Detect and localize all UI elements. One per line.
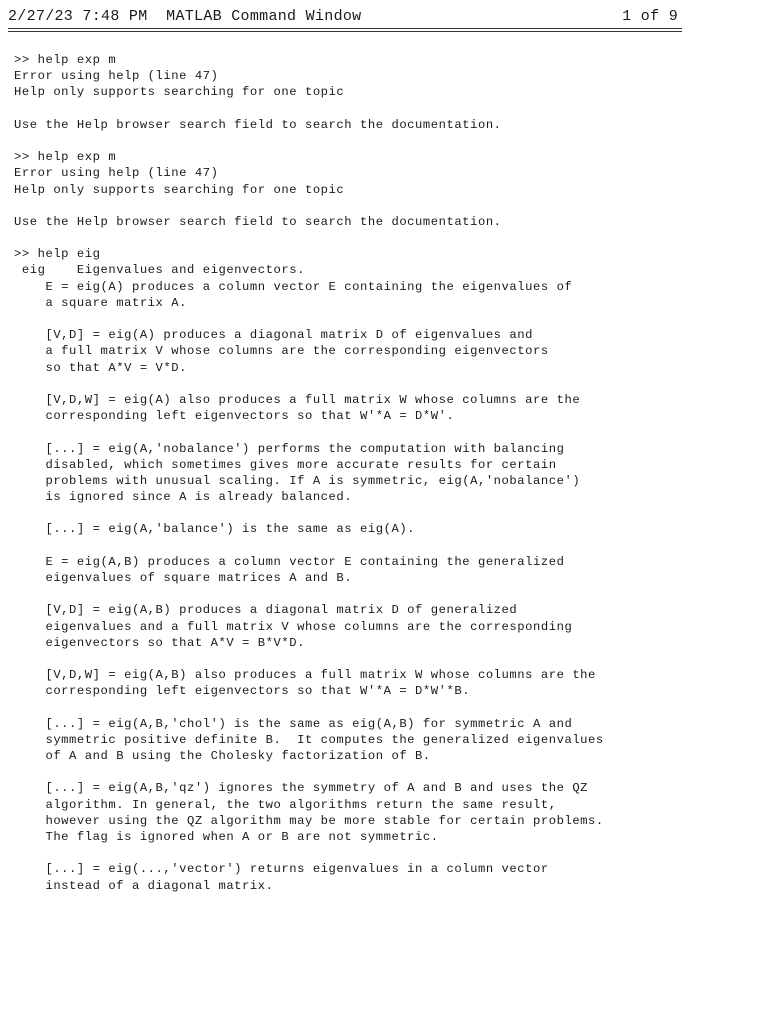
output-line: E = eig(A) produces a column vector E containing the eigenvalues of <box>14 279 573 294</box>
output-line: symmetric positive definite B. It computes the generalized eigenvalues <box>14 732 604 747</box>
output-line: however using the QZ algorithm may be more stable for certain problems. <box>14 813 604 828</box>
output-line: of A and B using the Cholesky factorization of B. <box>14 749 431 764</box>
blank-line <box>14 845 754 861</box>
output-line: eigenvalues of square matrices A and B. <box>14 571 353 585</box>
blank-line <box>14 764 754 780</box>
output-line: Error using help (line 47) <box>14 69 219 84</box>
output-line: Use the Help browser search field to search the documentation. <box>14 214 502 229</box>
blank-line <box>14 651 754 667</box>
blank-line <box>14 424 754 440</box>
output-line: [V,D,W] = eig(A) also produces a full matrix W whose columns are the <box>14 392 581 407</box>
output-line: so that A*V = V*D. <box>14 360 188 375</box>
page-header <box>8 6 682 29</box>
blank-line <box>14 376 754 392</box>
output-line: [...] = eig(A,'balance') is the same as eig(A). <box>14 522 416 537</box>
output-line: [...] = eig(A,'nobalance') performs the computation with balancing <box>14 441 565 456</box>
blank-line <box>14 101 754 117</box>
blank-line <box>14 311 754 327</box>
output-line: Help only supports searching for one topic <box>14 182 345 197</box>
output-line: Error using help (line 47) <box>14 166 219 181</box>
output-line: a square matrix A. <box>14 295 188 310</box>
blank-line <box>14 133 754 149</box>
blank-line <box>14 538 754 554</box>
output-line: >> help exp m <box>14 53 117 67</box>
output-line: eig Eigenvalues and eigenvectors. <box>14 263 305 278</box>
output-line: eigenvalues and a full matrix V whose columns are the corresponding <box>14 619 573 634</box>
output-line: [V,D,W] = eig(A,B) also produces a full matrix W whose columns are the <box>14 668 596 683</box>
output-line: Use the Help browser search field to search the documentation. <box>14 117 502 132</box>
output-line: [...] = eig(A,B,'qz') ignores the symmetry of A and B and uses the QZ <box>14 781 589 796</box>
output-line: algorithm. In general, the two algorithms return the same result, <box>14 797 557 812</box>
output-line: E = eig(A,B) produces a column vector E containing the generalized <box>14 554 565 569</box>
output-line: [...] = eig(...,'vector') returns eigenvalues in a column vector <box>14 862 549 877</box>
output-line: [V,D] = eig(A) produces a diagonal matrix D of eigenvalues and <box>14 328 534 343</box>
command-window-output <box>14 52 754 894</box>
output-line: >> help eig <box>14 247 101 262</box>
page-number: 1 of 9 <box>622 8 678 25</box>
output-line: The flag is ignored when A or B are not symmetric. <box>14 830 439 844</box>
header-title: MATLAB Command Window <box>166 8 362 25</box>
output-line: corresponding left eigenvectors so that W'*A = D*W'. <box>14 409 455 424</box>
output-line: problems with unusual scaling. If A is symmetric, eig(A,'nobalance') <box>14 473 581 488</box>
output-line: corresponding left eigenvectors so that W'*A = D*W'*B. <box>14 684 471 699</box>
output-line: eigenvectors so that A*V = B*V*D. <box>14 635 305 650</box>
header-timestamp: 2/27/23 7:48 PM <box>8 8 148 25</box>
output-line: a full matrix V whose columns are the corresponding eigenvectors <box>14 344 549 359</box>
output-line: Help only supports searching for one topic <box>14 85 345 100</box>
blank-line <box>14 230 754 246</box>
header-title-line <box>8 8 361 25</box>
blank-line <box>14 700 754 716</box>
output-line: is ignored since A is already balanced. <box>14 490 353 505</box>
output-line: instead of a diagonal matrix. <box>14 878 274 893</box>
output-line: [...] = eig(A,B,'chol') is the same as eig(A,B) for symmetric A and <box>14 716 573 731</box>
output-line: disabled, which sometimes gives more accurate results for certain <box>14 457 557 472</box>
blank-line <box>14 198 754 214</box>
output-line: >> help exp m <box>14 150 117 165</box>
blank-line <box>14 505 754 521</box>
blank-line <box>14 586 754 602</box>
output-line: [V,D] = eig(A,B) produces a diagonal matrix D of generalized <box>14 603 518 618</box>
